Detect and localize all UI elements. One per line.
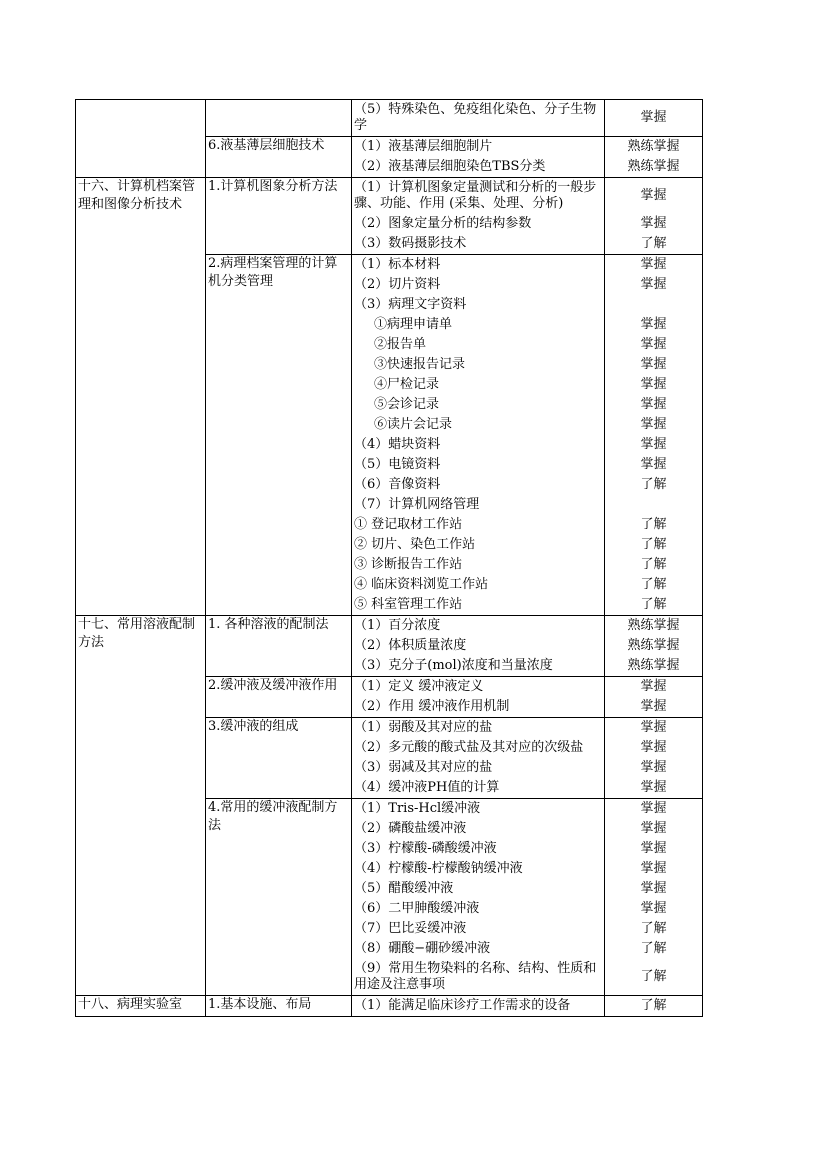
requirement-level: 掌握 (640, 699, 667, 714)
requirement-level: 了解 (640, 941, 667, 956)
content-item: ③快速报告记录 (374, 357, 466, 372)
requirement-level: 了解 (640, 921, 667, 936)
requirement-level: 掌握 (640, 357, 667, 372)
content-item: ①病理申请单 (374, 317, 453, 332)
topic-title: 4.常用的缓冲液配制方法 (208, 800, 338, 833)
requirement-level: 掌握 (640, 841, 667, 856)
content-item: （3）柠檬酸-磷酸缓冲液 (354, 841, 497, 856)
topic-cell (206, 178, 352, 255)
content-item: （1）Tris-Hcl缓冲液 (354, 801, 481, 816)
content-cell (352, 616, 605, 677)
topic-title: 3.缓冲液的组成 (208, 719, 299, 734)
requirement-cell (605, 178, 703, 255)
topic-cell (206, 255, 352, 616)
content-item: ④尸检记录 (374, 377, 440, 392)
content-item: （1）液基薄层细胞制片 (354, 139, 493, 154)
content-item: （3）弱减及其对应的盐 (354, 760, 493, 775)
topic-cell (206, 100, 352, 137)
content-item: （6）音像资料 (354, 477, 441, 492)
content-item: （3）数码摄影技术 (354, 236, 467, 251)
section-cell (76, 178, 206, 616)
requirement-level: 了解 (640, 537, 667, 552)
requirement-level: 了解 (640, 557, 667, 572)
content-item: （1）能满足临床诊疗工作需求的设备 (354, 998, 571, 1013)
requirement-level: 了解 (640, 597, 667, 612)
requirement-level (607, 495, 700, 515)
content-item: （2）多元酸的酸式盐及其对应的次级盐 (354, 740, 584, 755)
requirement-level: 了解 (640, 477, 667, 492)
content-cell (352, 799, 605, 996)
topic-cell (206, 677, 352, 718)
section-title: 十八、病理实验室 (78, 997, 183, 1012)
content-cell (352, 996, 605, 1017)
topic-title: 2.病理档案管理的计算机分类管理 (208, 256, 338, 289)
table-row (76, 616, 703, 677)
requirement-level (607, 295, 700, 315)
requirement-level: 掌握 (640, 216, 667, 231)
content-item: （9）常用生物染料的名称、结构、性质和用途及注意事项 (354, 961, 597, 992)
content-cell (352, 677, 605, 718)
content-item: （3）病理文字资料 (354, 297, 467, 312)
requirement-level: 熟练掌握 (627, 139, 680, 154)
content-item: （2）图象定量分析的结构参数 (354, 216, 532, 231)
content-item: ④ 临床资料浏览工作站 (354, 577, 489, 592)
requirement-level: 掌握 (640, 760, 667, 775)
content-item: （1）计算机图象定量测试和分析的一般步骤、功能、作用 (采集、处理、分析) (354, 180, 597, 211)
requirement-level: 了解 (640, 998, 667, 1013)
content-item: （2）液基薄层细胞染色TBS分类 (354, 159, 546, 174)
requirement-level: 熟练掌握 (627, 618, 680, 633)
content-item: （4）蜡块资料 (354, 437, 441, 452)
topic-cell (206, 718, 352, 799)
content-item: （2）作用 缓冲液作用机制 (354, 699, 510, 714)
content-item: （1）百分浓度 (354, 618, 441, 633)
requirement-cell (605, 799, 703, 996)
topic-title: 6.液基薄层细胞技术 (208, 138, 325, 153)
syllabus-table (75, 99, 703, 1017)
requirement-level: 了解 (640, 577, 667, 592)
requirement-level: 掌握 (640, 821, 667, 836)
content-item: （4）缓冲液PH值的计算 (354, 780, 500, 795)
requirement-level: 掌握 (640, 397, 667, 412)
content-cell (352, 255, 605, 616)
requirement-level: 了解 (640, 236, 667, 251)
content-item: ⑤ 科室管理工作站 (354, 597, 463, 612)
content-cell (352, 178, 605, 255)
section-cell (76, 616, 206, 996)
requirement-level: 掌握 (640, 257, 667, 272)
requirement-level: 掌握 (640, 377, 667, 392)
requirement-cell (605, 137, 703, 178)
topic-cell (206, 799, 352, 996)
requirement-level: 熟练掌握 (627, 159, 680, 174)
content-item: （2）体积质量浓度 (354, 638, 467, 653)
requirement-level: 掌握 (640, 720, 667, 735)
topic-cell (206, 616, 352, 677)
content-item: （6）二甲胂酸缓冲液 (354, 901, 480, 916)
content-item: （4）柠檬酸-柠檬酸钠缓冲液 (354, 861, 523, 876)
requirement-level: 了解 (640, 969, 667, 984)
requirement-cell (605, 996, 703, 1017)
content-item: （7）计算机网络管理 (354, 497, 480, 512)
content-cell (352, 137, 605, 178)
requirement-cell (605, 255, 703, 616)
requirement-level: 掌握 (640, 457, 667, 472)
content-item: ② 切片、染色工作站 (354, 537, 476, 552)
requirement-level: 掌握 (640, 801, 667, 816)
table-row (76, 178, 703, 255)
content-item: （8）硼酸−硼砂缓冲液 (354, 941, 491, 956)
content-item: （5）电镜资料 (354, 457, 441, 472)
requirement-level: 掌握 (640, 437, 667, 452)
content-item: ① 登记取材工作站 (354, 517, 463, 532)
requirement-level: 了解 (640, 517, 667, 532)
topic-title: 2.缓冲液及缓冲液作用 (208, 678, 338, 693)
content-item: ⑤会诊记录 (374, 397, 440, 412)
content-item: （1）定义 缓冲液定义 (354, 679, 484, 694)
syllabus-table-body (76, 100, 703, 1017)
requirement-level: 掌握 (640, 881, 667, 896)
topic-title: 1.计算机图象分析方法 (208, 179, 338, 194)
requirement-level: 掌握 (640, 780, 667, 795)
section-title: 十六、计算机档案管理和图像分析技术 (78, 179, 196, 212)
content-item: ②报告单 (374, 337, 427, 352)
content-item: （2）切片资料 (354, 277, 441, 292)
table-row (76, 100, 703, 137)
requirement-level: 掌握 (640, 277, 667, 292)
section-cell (76, 100, 206, 178)
content-cell (352, 718, 605, 799)
content-item: ⑥读片会记录 (374, 417, 453, 432)
topic-title: 1.基本设施、布局 (208, 997, 312, 1012)
requirement-cell (605, 616, 703, 677)
requirement-level: 掌握 (640, 740, 667, 755)
requirement-level: 熟练掌握 (627, 638, 680, 653)
content-cell (352, 100, 605, 137)
requirement-level: 掌握 (640, 317, 667, 332)
content-item: （5）特殊染色、免疫组化染色、分子生物学 (354, 102, 597, 133)
requirement-cell (605, 718, 703, 799)
topic-cell (206, 137, 352, 178)
content-item: （2）磷酸盐缓冲液 (354, 821, 467, 836)
requirement-cell (605, 100, 703, 137)
content-item: （1）弱酸及其对应的盐 (354, 720, 493, 735)
section-cell (76, 996, 206, 1017)
requirement-level: 掌握 (640, 337, 667, 352)
content-item: （3）克分子(mol)浓度和当量浓度 (354, 658, 553, 673)
requirement-cell (605, 677, 703, 718)
content-item: （1）标本材料 (354, 257, 441, 272)
table-row (76, 996, 703, 1017)
requirement-level: 掌握 (640, 861, 667, 876)
topic-cell (206, 996, 352, 1017)
requirement-level: 掌握 (640, 417, 667, 432)
requirement-level: 掌握 (640, 901, 667, 916)
requirement-level: 掌握 (640, 679, 667, 694)
content-item: （7）巴比妥缓冲液 (354, 921, 467, 936)
requirement-level: 熟练掌握 (627, 658, 680, 673)
requirement-level: 掌握 (640, 110, 667, 125)
content-item: ③ 诊断报告工作站 (354, 557, 463, 572)
content-item: （5）醋酸缓冲液 (354, 881, 454, 896)
requirement-level: 掌握 (640, 188, 667, 203)
topic-title: 1. 各种溶液的配制法 (208, 617, 329, 632)
section-title: 十七、常用溶液配制方法 (78, 617, 196, 650)
